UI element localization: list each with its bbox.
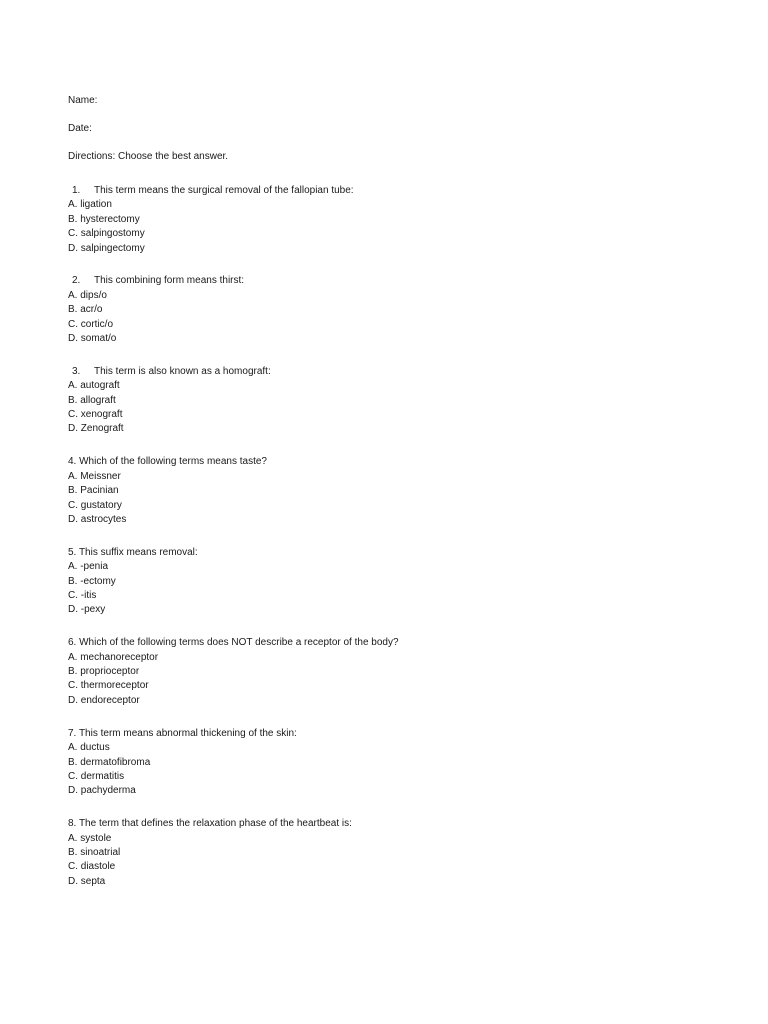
answer-option-c: C. gustatory — [68, 499, 122, 511]
question-text: This term is also known as a homograft: — [94, 365, 271, 377]
answer-option-d: D. -pexy — [68, 604, 106, 616]
question-2 — [68, 274, 708, 346]
question-6 — [68, 636, 708, 708]
answer-option-d: D. pachyderma — [68, 785, 136, 797]
answer-option-d: D. Zenograft — [68, 423, 124, 435]
answer-options — [68, 379, 708, 437]
question-stem — [68, 184, 708, 198]
answer-option-a: A. ductus — [68, 742, 110, 754]
answer-option-a: A. systole — [68, 832, 112, 844]
answer-option-d: D. salpingectomy — [68, 242, 145, 254]
answer-option-a: A. dips/o — [68, 289, 107, 301]
question-1 — [68, 184, 708, 256]
answer-options — [68, 741, 708, 799]
question-text: This term means the surgical removal of the fallopian tube: — [94, 185, 354, 196]
answer-option-b: B. -ectomy — [68, 575, 116, 587]
answer-option-a: A. autograft — [68, 380, 120, 392]
question-stem — [68, 365, 708, 379]
answer-option-d: D. septa — [68, 875, 106, 887]
question-5 — [68, 546, 708, 618]
date-label: Date: — [68, 123, 92, 134]
question-number: 3. — [72, 365, 81, 377]
answer-option-d: D. astrocytes — [68, 513, 127, 525]
answer-option-c: C. xenograft — [68, 409, 123, 421]
answer-option-b: B. Pacinian — [68, 485, 119, 497]
answer-options — [68, 289, 708, 347]
answer-option-a: A. Meissner — [68, 470, 121, 482]
question-text: 6. Which of the following terms does NOT describe a receptor of the body? — [68, 637, 399, 649]
question-number: 1. — [72, 185, 81, 196]
answer-option-c: C. salpingostomy — [68, 228, 145, 240]
answer-option-b: B. allograft — [68, 394, 116, 406]
answer-options — [68, 470, 708, 528]
answer-options — [68, 651, 708, 709]
answer-option-c: C. thermoreceptor — [68, 680, 149, 692]
question-text: 8. The term that defines the relaxation phase of the heartbeat is: — [68, 818, 352, 830]
directions-text: Directions: Choose the best answer. — [68, 151, 229, 162]
worksheet-header — [68, 95, 708, 163]
question-stem — [68, 274, 708, 288]
question-4 — [68, 455, 708, 527]
answer-option-b: B. sinoatrial — [68, 846, 121, 858]
answer-option-d: D. somat/o — [68, 333, 117, 345]
question-8 — [68, 817, 708, 889]
answer-option-a: A. -penia — [68, 561, 109, 573]
answer-option-c: C. cortic/o — [68, 318, 114, 330]
question-text: 5. This suffix means removal: — [68, 546, 198, 558]
question-number: 2. — [72, 275, 81, 287]
answer-option-b: B. acr/o — [68, 304, 103, 316]
answer-option-a: A. ligation — [68, 199, 112, 211]
answer-options — [68, 560, 708, 618]
question-text: 7. This term means abnormal thickening of the skin: — [68, 727, 297, 739]
name-label: Name: — [68, 95, 98, 106]
answer-option-c: C. -itis — [68, 589, 97, 601]
question-list — [68, 184, 708, 908]
answer-option-c: C. diastole — [68, 861, 116, 873]
answer-options — [68, 198, 708, 256]
question-3 — [68, 365, 708, 437]
answer-option-b: B. hysterectomy — [68, 213, 140, 225]
answer-option-b: B. dermatofibroma — [68, 756, 151, 768]
answer-option-b: B. proprioceptor — [68, 666, 140, 678]
answer-option-c: C. dermatitis — [68, 770, 125, 782]
answer-option-a: A. mechanoreceptor — [68, 651, 159, 663]
answer-option-d: D. endoreceptor — [68, 694, 140, 706]
question-text: This combining form means thirst: — [94, 275, 245, 287]
answer-options — [68, 832, 708, 890]
question-7 — [68, 727, 708, 799]
question-text: 4. Which of the following terms means taste? — [68, 456, 267, 468]
